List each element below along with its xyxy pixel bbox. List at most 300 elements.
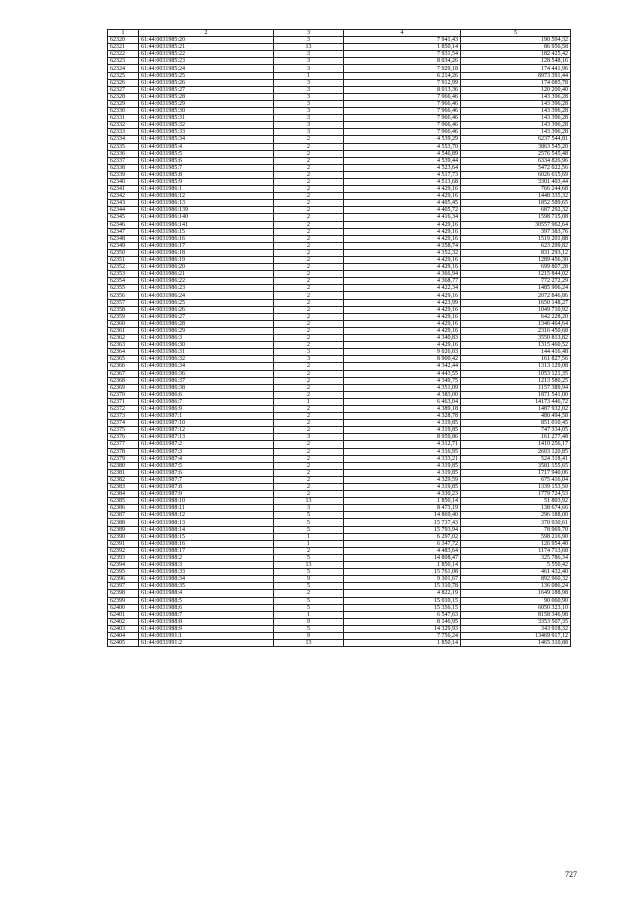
group-cell: 2 <box>274 242 344 249</box>
cadastral-value-cell: 1313 129,08 <box>461 363 571 370</box>
row-number-cell: 62338 <box>108 164 139 171</box>
cadastral-value-cell: 851 010,45 <box>461 420 571 427</box>
cadastral-value-cell: 2603 120,85 <box>461 448 571 455</box>
table-row <box>108 72 571 79</box>
row-number-cell: 62337 <box>108 157 139 164</box>
group-cell: 2 <box>274 547 344 554</box>
cadastral-value-cell: 1053 121,35 <box>461 370 571 377</box>
table-row <box>108 590 571 597</box>
table-row <box>108 200 571 207</box>
specific-value-cell: 4 429,16 <box>344 257 461 264</box>
table-row <box>108 469 571 476</box>
cadastral-value-cell: 1717 940,06 <box>461 469 571 476</box>
group-cell: 2 <box>274 342 344 349</box>
cadastral-number-cell: 61:44:0031985:27 <box>139 86 274 93</box>
specific-value-cell: 7 966,46 <box>344 93 461 100</box>
row-number-cell: 62332 <box>108 122 139 129</box>
group-cell: 3 <box>274 79 344 86</box>
cadastral-value-cell: 1410 256,17 <box>461 441 571 448</box>
table-row <box>108 249 571 256</box>
specific-value-cell: 8 013,36 <box>344 86 461 93</box>
cadastral-number-cell: 61:44:0031988:15 <box>139 533 274 540</box>
row-number-cell: 62328 <box>108 93 139 100</box>
cadastral-value-cell: 6334 826,96 <box>461 157 571 164</box>
cadastral-number-cell: 61:44:0031985:9 <box>139 178 274 185</box>
group-cell: 2 <box>274 157 344 164</box>
cadastral-number-cell: 61:44:0031986:31 <box>139 349 274 356</box>
row-number-cell: 62402 <box>108 618 139 625</box>
specific-value-cell: 1 850,14 <box>344 498 461 505</box>
table-row <box>108 313 571 320</box>
specific-value-cell: 1 850,14 <box>344 562 461 569</box>
cadastral-number-cell: 61:44:0031986:15 <box>139 228 274 235</box>
cadastral-value-cell: 1215 844,02 <box>461 271 571 278</box>
group-cell: 3 <box>274 58 344 65</box>
cadastral-number-cell: 61:44:0031985:34 <box>139 136 274 143</box>
specific-value-cell: 4 546,89 <box>344 150 461 157</box>
row-number-cell: 62396 <box>108 576 139 583</box>
group-cell: 5 <box>274 569 344 576</box>
table-row <box>108 306 571 313</box>
cadastral-value-cell: 831 293,12 <box>461 249 571 256</box>
cadastral-number-cell: 61:44:0031986:17 <box>139 242 274 249</box>
cadastral-value-cell: 161 277,48 <box>461 434 571 441</box>
group-cell: 13 <box>274 640 344 647</box>
cadastral-value-cell: 370 930,61 <box>461 519 571 526</box>
cadastral-number-cell: 61:44:0031986:24 <box>139 292 274 299</box>
row-number-cell: 62376 <box>108 434 139 441</box>
cadastral-value-cell: 1213 580,25 <box>461 377 571 384</box>
specific-value-cell: 7 912,99 <box>344 79 461 86</box>
specific-value-cell: 4 429,16 <box>344 193 461 200</box>
specific-value-cell: 4 429,16 <box>344 264 461 271</box>
data-table <box>107 29 571 647</box>
specific-value-cell: 4 349,75 <box>344 377 461 384</box>
row-number-cell: 62352 <box>108 264 139 271</box>
specific-value-cell: 4 429,16 <box>344 320 461 327</box>
specific-value-cell: 4 429,16 <box>344 228 461 235</box>
specific-value-cell: 7 966,46 <box>344 129 461 136</box>
table-row <box>108 65 571 72</box>
specific-value-cell: 4 319,85 <box>344 420 461 427</box>
cadastral-value-cell: 143 396,28 <box>461 108 571 115</box>
specific-value-cell: 4 422,34 <box>344 285 461 292</box>
specific-value-cell: 4 483,64 <box>344 547 461 554</box>
specific-value-cell: 7 966,46 <box>344 100 461 107</box>
cadastral-value-cell: 623 299,82 <box>461 242 571 249</box>
cadastral-value-cell: 1315 460,52 <box>461 342 571 349</box>
cadastral-value-cell: 296 188,00 <box>461 512 571 519</box>
cadastral-number-cell: 61:44:0031987:4 <box>139 455 274 462</box>
group-cell: 2 <box>274 363 344 370</box>
row-number-cell: 62366 <box>108 363 139 370</box>
row-number-cell: 62400 <box>108 604 139 611</box>
group-cell: 1 <box>274 398 344 405</box>
specific-value-cell: 4 319,85 <box>344 484 461 491</box>
table-row <box>108 214 571 221</box>
specific-value-cell: 14 808,47 <box>344 554 461 561</box>
table-row <box>108 398 571 405</box>
table-row <box>108 569 571 576</box>
cadastral-value-cell: 3863 545,20 <box>461 143 571 150</box>
table-row <box>108 349 571 356</box>
group-cell: 2 <box>274 164 344 171</box>
group-cell: 3 <box>274 37 344 44</box>
row-number-cell: 62339 <box>108 171 139 178</box>
cadastral-value-cell: 1852 589,65 <box>461 200 571 207</box>
row-number-cell: 62326 <box>108 79 139 86</box>
cadastral-number-cell: 61:44:0031986:22 <box>139 278 274 285</box>
row-number-cell: 62390 <box>108 533 139 540</box>
specific-value-cell: 4 822,19 <box>344 590 461 597</box>
group-cell: 3 <box>274 65 344 72</box>
specific-value-cell: 6 214,26 <box>344 72 461 79</box>
table-row <box>108 455 571 462</box>
group-cell: 2 <box>274 484 344 491</box>
cadastral-value-cell: 1339 153,50 <box>461 484 571 491</box>
cadastral-value-cell: 2072 846,86 <box>461 292 571 299</box>
specific-value-cell: 4 389,18 <box>344 405 461 412</box>
table-row <box>108 342 571 349</box>
header-cell-1: 1 <box>108 30 139 37</box>
cadastral-number-cell: 61:44:0031986:27 <box>139 313 274 320</box>
group-cell: 2 <box>274 448 344 455</box>
row-number-cell: 62367 <box>108 370 139 377</box>
cadastral-value-cell: 30557 962,64 <box>461 221 571 228</box>
row-number-cell: 62375 <box>108 427 139 434</box>
cadastral-number-cell: 61:44:0031986:140 <box>139 214 274 221</box>
specific-value-cell: 4 316,95 <box>344 448 461 455</box>
table-row <box>108 498 571 505</box>
cadastral-number-cell: 61:44:0031985:25 <box>139 72 274 79</box>
cadastral-value-cell: 182 425,42 <box>461 51 571 58</box>
cadastral-number-cell: 61:44:0031988:12 <box>139 512 274 519</box>
specific-value-cell: 8 034,26 <box>344 58 461 65</box>
cadastral-value-cell: 14173 446,72 <box>461 398 571 405</box>
cadastral-number-cell: 61:44:0031985:5 <box>139 150 274 157</box>
row-number-cell: 62348 <box>108 235 139 242</box>
table-row <box>108 540 571 547</box>
cadastral-value-cell: 1448 335,32 <box>461 193 571 200</box>
row-number-cell: 62342 <box>108 193 139 200</box>
group-cell: 5 <box>274 597 344 604</box>
row-number-cell: 62393 <box>108 554 139 561</box>
table-row <box>108 611 571 618</box>
row-number-cell: 62397 <box>108 583 139 590</box>
group-cell: 2 <box>274 420 344 427</box>
table-row <box>108 207 571 214</box>
specific-value-cell: 4 319,85 <box>344 462 461 469</box>
table-row <box>108 122 571 129</box>
row-number-cell: 62378 <box>108 448 139 455</box>
specific-value-cell: 4 330,23 <box>344 491 461 498</box>
cadastral-value-cell: 90 060,90 <box>461 597 571 604</box>
specific-value-cell: 4 368,77 <box>344 278 461 285</box>
row-number-cell: 62361 <box>108 327 139 334</box>
table-row <box>108 129 571 136</box>
table-row <box>108 448 571 455</box>
cadastral-number-cell: 61:44:0031985:31 <box>139 115 274 122</box>
specific-value-cell: 4 429,16 <box>344 306 461 313</box>
row-number-cell: 62404 <box>108 632 139 639</box>
table-row <box>108 434 571 441</box>
cadastral-value-cell: 2576 545,48 <box>461 150 571 157</box>
group-cell: 1 <box>274 540 344 547</box>
cadastral-number-cell: 61:44:0031986:21 <box>139 271 274 278</box>
group-cell: 3 <box>274 129 344 136</box>
row-number-cell: 62351 <box>108 257 139 264</box>
row-number-cell: 62355 <box>108 285 139 292</box>
cadastral-number-cell: 61:44:0031988:14 <box>139 526 274 533</box>
group-cell: 3 <box>274 108 344 115</box>
row-number-cell: 62364 <box>108 349 139 356</box>
specific-value-cell: 8 146,95 <box>344 618 461 625</box>
group-cell: 2 <box>274 178 344 185</box>
cadastral-number-cell: 61:44:0031986:23 <box>139 285 274 292</box>
row-number-cell: 62323 <box>108 58 139 65</box>
group-cell: 2 <box>274 462 344 469</box>
group-cell: 2 <box>274 207 344 214</box>
cadastral-value-cell: 138 674,66 <box>461 505 571 512</box>
group-cell: 2 <box>274 200 344 207</box>
row-number-cell: 62372 <box>108 405 139 412</box>
cadastral-value-cell: 461 432,40 <box>461 569 571 576</box>
table-row <box>108 299 571 306</box>
row-number-cell: 62392 <box>108 547 139 554</box>
table-row <box>108 370 571 377</box>
table-row <box>108 519 571 526</box>
row-number-cell: 62401 <box>108 611 139 618</box>
cadastral-value-cell: 3301 403,44 <box>461 178 571 185</box>
cadastral-number-cell: 61:44:0031986:37 <box>139 377 274 384</box>
group-cell: 2 <box>274 186 344 193</box>
specific-value-cell: 4 539,29 <box>344 136 461 143</box>
row-number-cell: 62387 <box>108 512 139 519</box>
row-number-cell: 62357 <box>108 299 139 306</box>
table-row <box>108 37 571 44</box>
specific-value-cell: 6 347,72 <box>344 540 461 547</box>
cadastral-number-cell: 61:44:0031987:5 <box>139 462 274 469</box>
table-row <box>108 441 571 448</box>
cadastral-value-cell: 766 244,68 <box>461 186 571 193</box>
specific-value-cell: 7 941,43 <box>344 37 461 44</box>
row-number-cell: 62354 <box>108 278 139 285</box>
row-number-cell: 62395 <box>108 569 139 576</box>
cadastral-number-cell: 61:44:0031986:32 <box>139 356 274 363</box>
table-row <box>108 58 571 65</box>
cadastral-number-cell: 61:44:0031985:24 <box>139 65 274 72</box>
cadastral-value-cell: 1289 456,30 <box>461 257 571 264</box>
table-row <box>108 115 571 122</box>
specific-value-cell: 4 405,45 <box>344 200 461 207</box>
row-number-cell: 62330 <box>108 108 139 115</box>
table-row <box>108 320 571 327</box>
specific-value-cell: 9 301,67 <box>344 576 461 583</box>
table-row <box>108 186 571 193</box>
group-cell: 5 <box>274 512 344 519</box>
cadastral-value-cell: 6237 544,81 <box>461 136 571 143</box>
row-number-cell: 62385 <box>108 498 139 505</box>
specific-value-cell: 6 297,02 <box>344 533 461 540</box>
cadastral-number-cell: 61:44:0031986:18 <box>139 249 274 256</box>
row-number-cell: 62388 <box>108 519 139 526</box>
row-number-cell: 62377 <box>108 441 139 448</box>
specific-value-cell: 4 429,16 <box>344 327 461 334</box>
specific-value-cell: 4 416,34 <box>344 214 461 221</box>
specific-value-cell: 14 329,93 <box>344 625 461 632</box>
cadastral-value-cell: 6026 615,69 <box>461 171 571 178</box>
specific-value-cell: 15 737,43 <box>344 519 461 526</box>
cadastral-number-cell: 61:44:0031986:25 <box>139 299 274 306</box>
header-row <box>108 30 571 37</box>
cadastral-value-cell: 51 803,92 <box>461 498 571 505</box>
cadastral-number-cell: 61:44:0031986:29 <box>139 327 274 334</box>
cadastral-value-cell: 161 827,56 <box>461 356 571 363</box>
group-cell: 2 <box>274 257 344 264</box>
specific-value-cell: 15 761,08 <box>344 569 461 576</box>
group-cell: 2 <box>274 228 344 235</box>
table-row <box>108 547 571 554</box>
row-number-cell: 62370 <box>108 391 139 398</box>
cadastral-value-cell: 143 396,28 <box>461 100 571 107</box>
group-cell: 1 <box>274 72 344 79</box>
row-number-cell: 62363 <box>108 342 139 349</box>
group-cell: 13 <box>274 562 344 569</box>
group-cell: 2 <box>274 292 344 299</box>
cadastral-value-cell: 598 216,90 <box>461 533 571 540</box>
header-cell-3: 3 <box>274 30 344 37</box>
row-number-cell: 62336 <box>108 150 139 157</box>
group-cell: 2 <box>274 306 344 313</box>
cadastral-value-cell: 143 396,28 <box>461 129 571 136</box>
row-number-cell: 62382 <box>108 476 139 483</box>
cadastral-value-cell: 136 086,24 <box>461 583 571 590</box>
table-row <box>108 533 571 540</box>
cadastral-number-cell: 61:44:0031987:9 <box>139 491 274 498</box>
table-row <box>108 93 571 100</box>
row-number-cell: 62368 <box>108 377 139 384</box>
specific-value-cell: 7 756,24 <box>344 632 461 639</box>
cadastral-number-cell: 61:44:0031986:19 <box>139 257 274 264</box>
cadastral-number-cell: 61:44:0031988:2 <box>139 554 274 561</box>
cadastral-number-cell: 61:44:0031986:36 <box>139 370 274 377</box>
row-number-cell: 62343 <box>108 200 139 207</box>
specific-value-cell: 4 405,72 <box>344 207 461 214</box>
table-row <box>108 271 571 278</box>
cadastral-number-cell: 61:44:0031988:8 <box>139 618 274 625</box>
cadastral-number-cell: 61:44:0031987:8 <box>139 484 274 491</box>
group-cell: 2 <box>274 455 344 462</box>
table-row <box>108 484 571 491</box>
group-cell: 2 <box>274 299 344 306</box>
table-row <box>108 604 571 611</box>
specific-value-cell: 4 553,70 <box>344 143 461 150</box>
cadastral-value-cell: 1779 724,53 <box>461 491 571 498</box>
table-header <box>108 30 571 37</box>
cadastral-number-cell: 61:44:0031986:20 <box>139 264 274 271</box>
table-row <box>108 150 571 157</box>
cadastral-value-cell: 1871 541,00 <box>461 391 571 398</box>
specific-value-cell: 4 333,21 <box>344 455 461 462</box>
row-number-cell: 62346 <box>108 221 139 228</box>
cadastral-value-cell: 174 085,78 <box>461 79 571 86</box>
cadastral-number-cell: 61:44:0031986:38 <box>139 384 274 391</box>
row-number-cell: 62384 <box>108 491 139 498</box>
cadastral-number-cell: 61:44:0031987:1 <box>139 413 274 420</box>
cadastral-value-cell: 687 292,32 <box>461 207 571 214</box>
table-row <box>108 512 571 519</box>
cadastral-number-cell: 61:44:0031988:9 <box>139 625 274 632</box>
table-row <box>108 86 571 93</box>
specific-value-cell: 4 423,99 <box>344 299 461 306</box>
row-number-cell: 62350 <box>108 249 139 256</box>
table-row <box>108 632 571 639</box>
row-number-cell: 62345 <box>108 214 139 221</box>
cadastral-number-cell: 61:44:0031986:28 <box>139 320 274 327</box>
group-cell: 3 <box>274 122 344 129</box>
table-row <box>108 413 571 420</box>
table-row <box>108 136 571 143</box>
group-cell: 2 <box>274 171 344 178</box>
group-cell: 5 <box>274 554 344 561</box>
group-cell: 3 <box>274 356 344 363</box>
specific-value-cell: 4 443,55 <box>344 370 461 377</box>
group-cell: 13 <box>274 498 344 505</box>
cadastral-value-cell: 343 918,32 <box>461 625 571 632</box>
table-row <box>108 583 571 590</box>
specific-value-cell: 15 793,94 <box>344 526 461 533</box>
cadastral-value-cell: 1519 201,88 <box>461 235 571 242</box>
row-number-cell: 62322 <box>108 51 139 58</box>
specific-value-cell: 15 310,78 <box>344 583 461 590</box>
cadastral-value-cell: 699 807,28 <box>461 264 571 271</box>
table-row <box>108 618 571 625</box>
group-cell: 2 <box>274 427 344 434</box>
group-cell: 2 <box>274 391 344 398</box>
group-cell: 9 <box>274 632 344 639</box>
cadastral-number-cell: 61:44:0031986:34 <box>139 363 274 370</box>
group-cell: 3 <box>274 115 344 122</box>
cadastral-value-cell: 1487 932,02 <box>461 405 571 412</box>
cadastral-value-cell: 3550 813,82 <box>461 335 571 342</box>
group-cell: 5 <box>274 604 344 611</box>
header-cell-2: 2 <box>139 30 274 37</box>
specific-value-cell: 4 319,85 <box>344 469 461 476</box>
specific-value-cell: 4 358,74 <box>344 242 461 249</box>
specific-value-cell: 7 929,18 <box>344 65 461 72</box>
row-number-cell: 62383 <box>108 484 139 491</box>
table-row <box>108 264 571 271</box>
table-row <box>108 79 571 86</box>
group-cell: 2 <box>274 313 344 320</box>
cadastral-value-cell: 3581 155,65 <box>461 462 571 469</box>
cadastral-value-cell: 6050 323,10 <box>461 604 571 611</box>
specific-value-cell: 7 966,46 <box>344 108 461 115</box>
specific-value-cell: 7 966,46 <box>344 115 461 122</box>
cadastral-number-cell: 61:44:0031985:30 <box>139 108 274 115</box>
specific-value-cell: 9 026,03 <box>344 349 461 356</box>
cadastral-number-cell: 61:44:0031988:35 <box>139 583 274 590</box>
row-number-cell: 62324 <box>108 65 139 72</box>
cadastral-value-cell: 2316 450,68 <box>461 327 571 334</box>
group-cell: 2 <box>274 384 344 391</box>
cadastral-number-cell: 61:44:0031986:16 <box>139 235 274 242</box>
cadastral-number-cell: 61:44:0031991:1 <box>139 632 274 639</box>
group-cell: 2 <box>274 320 344 327</box>
header-cell-4: 4 <box>344 30 461 37</box>
table-row <box>108 576 571 583</box>
cadastral-number-cell: 61:44:0031987:7 <box>139 476 274 483</box>
